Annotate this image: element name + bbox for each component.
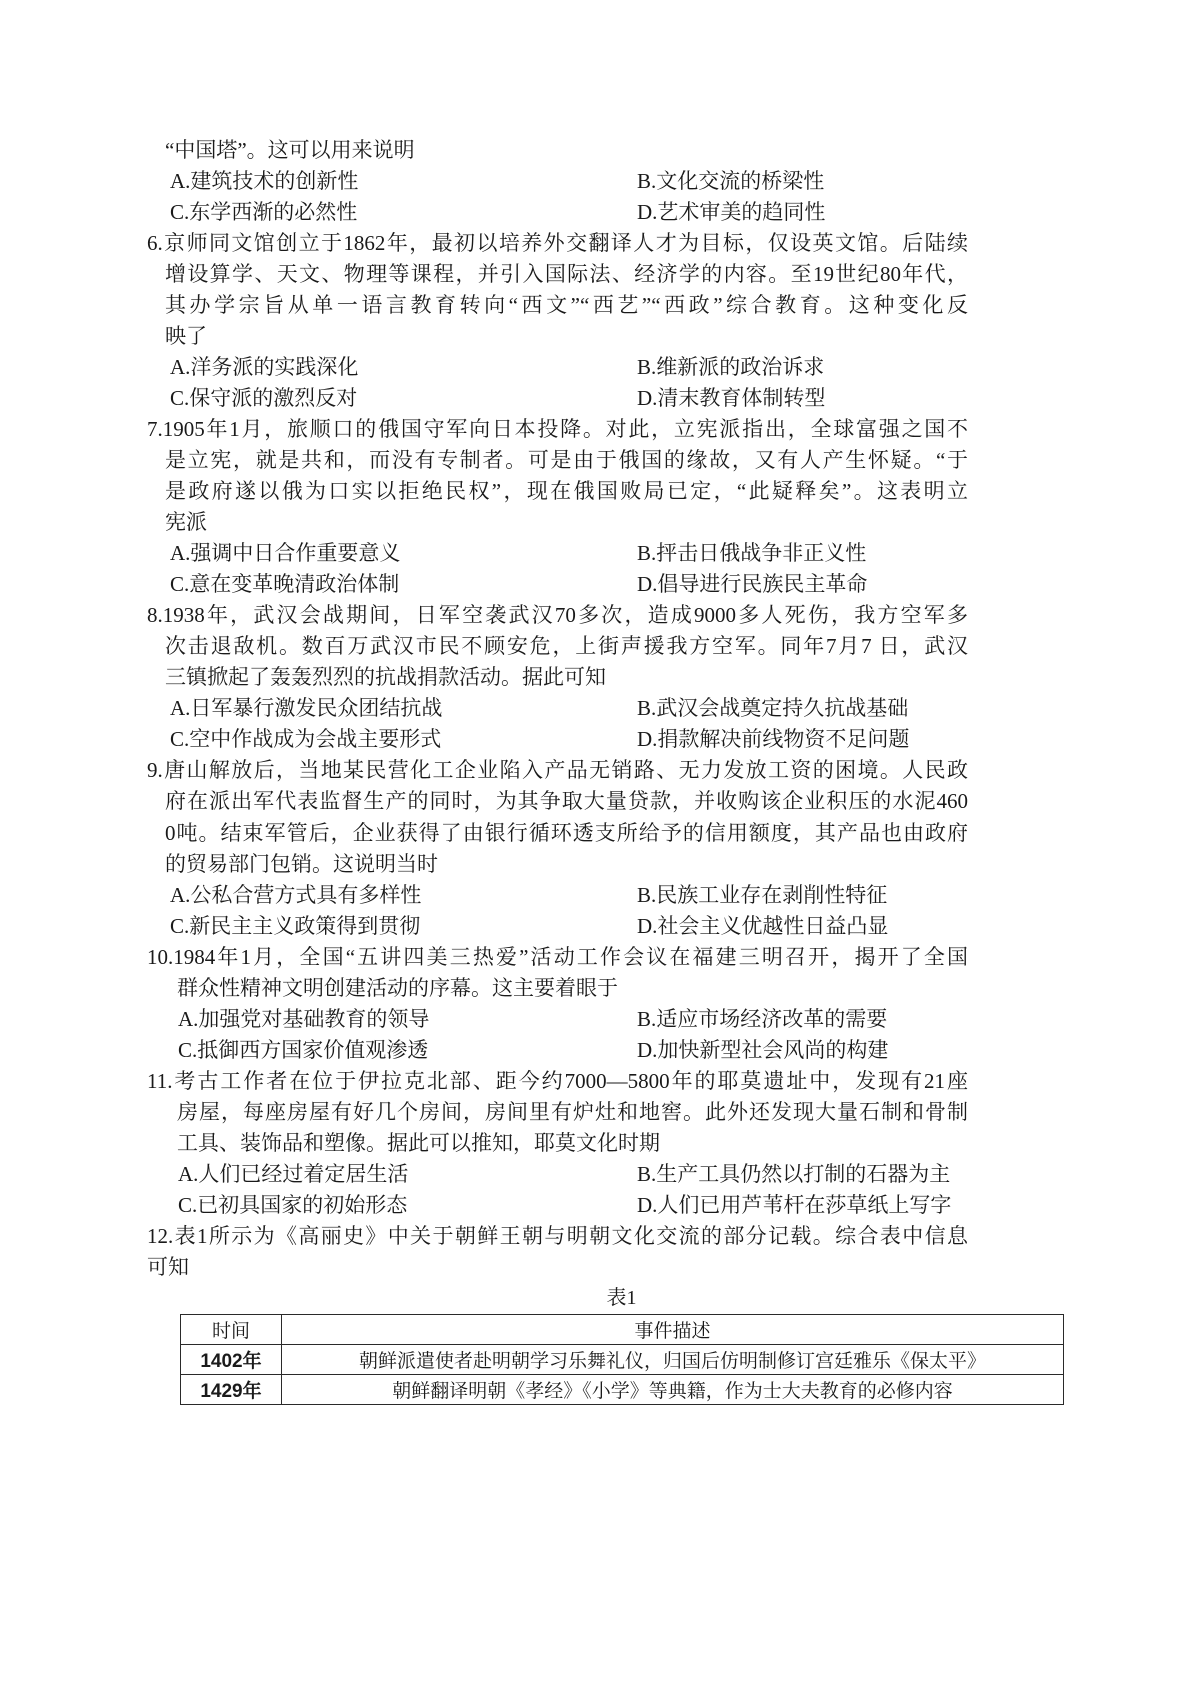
option-text: 日军暴行激发民众团结抗战 [190,696,443,721]
options-row [0,911,1191,942]
option-b [637,880,887,911]
question-number: 11. [147,1068,173,1093]
question-number: 7. [147,416,163,441]
option-label: B. [637,354,657,379]
option-b [637,1159,950,1190]
options-row [0,693,1191,724]
option-label: C. [170,385,190,410]
option-text: 抵御西方国家价值观渗透 [197,1037,429,1062]
option-text: 清末教育体制转型 [657,385,826,410]
question-text: 1905年1月，旅顺口的俄国守军向日本投降。对此，立宪派指出，全球富强之国不 [162,416,968,441]
option-text: 民族工业存在剥削性特征 [656,882,888,907]
question-line: 映了 [165,323,207,348]
option-d [637,569,867,600]
option-b [637,538,866,569]
option-label: A. [170,882,191,907]
option-text: 加快新型社会风尚的构建 [657,1037,889,1062]
table-cell-year: 1429年 [181,1375,282,1405]
question-line: 增设算学、天文、物理等课程，并引入国际法、经济学的内容。至19世纪80年代， [165,261,968,286]
question-12 [0,1221,1191,1283]
option-c [178,1190,407,1221]
option-d [637,1190,951,1221]
option-d [637,383,825,414]
option-text: 人们已经过着定居生活 [198,1162,409,1187]
question-line: 群众性精神文明创建活动的序幕。这主要着眼于 [177,975,618,1000]
question-text: 京师同文馆创立于1862年，最初以培养外交翻译人才为目标，仅设英文馆。后陆续 [162,230,968,255]
table-cell-description: 朝鲜派遣使者赴明朝学习乐舞礼仪，归国后仿明制修订宫廷雅乐《保太平》 [282,1345,1064,1375]
option-label: C. [170,727,190,752]
option-text: 文化交流的桥梁性 [656,168,825,193]
option-label: A. [170,354,191,379]
question-8 [0,600,1191,755]
question-line: 0吨。结束军管后，企业获得了由银行循环透支所给予的信用额度，其产品也由政府 [165,820,968,845]
option-label: C. [178,1193,198,1218]
option-text: 强调中日合作重要意义 [190,541,401,566]
question-6 [0,228,1191,414]
option-text: 保守派的激烈反对 [189,385,358,410]
question-number: 8. [147,603,163,628]
question-first-line [147,600,968,631]
option-d [637,911,888,942]
option-label: A. [178,1006,199,1031]
page-content [0,135,1191,1406]
option-text: 抨击日俄战争非正义性 [656,541,867,566]
question-line: 府在派出军代表监督生产的同时，为其争取大量贷款，并收购该企业积压的水泥460 [165,789,968,814]
option-label: C. [170,572,190,597]
option-text: 东学西渐的必然性 [189,199,358,224]
option-c [170,911,420,942]
option-b [637,1004,887,1035]
option-text: 空中作战成为会战主要形式 [189,727,442,752]
option-c [170,569,399,600]
question-text: 唐山解放后，当地某民营化工企业陷入产品无销路、无力发放工资的困境。人民政 [162,758,968,783]
option-label: D. [637,1037,658,1062]
option-label: D. [637,913,658,938]
option-label: A. [178,1162,199,1187]
question-text: 1938年，武汉会战期间，日军空袭武汉70多次，造成9000多人死伤，我方空军多 [162,603,968,628]
question-line: 房屋，每座房屋有好几个房间，房间里有炉灶和地窖。此外还发现大量石制和骨制 [177,1099,968,1124]
table-caption: 表1 [606,1287,637,1310]
option-text: 意在变革晚清政治体制 [189,572,400,597]
option-label: B. [637,1162,657,1187]
option-text: 洋务派的实践深化 [190,354,359,379]
table-row [181,1375,1064,1405]
option-text: 已初具国家的初始形态 [197,1193,408,1218]
question-line: 是政府遂以俄为口实以拒绝民权”，现在俄国败局已定，“此疑释矣”。这表明立 [165,479,968,504]
question-line: 是立宪，就是共和，而没有专制者。可是由于俄国的缘故，又有人产生怀疑。“于 [165,447,968,472]
options-row [0,1035,1191,1066]
question-text: 表1所示为《高丽史》中关于朝鲜王朝与明朝文化交流的部分记载。综合表中信息 [173,1224,968,1249]
option-label: A. [170,541,191,566]
question-text: 1984年1月，全国“五讲四美三热爱”活动工作会议在福建三明召开，揭开了全国 [173,944,968,969]
option-c [178,1035,428,1066]
option-a [170,880,421,911]
question-5-continuation [0,135,1191,228]
option-text: 生产工具仍然以打制的石器为主 [656,1162,951,1187]
question-first-line [147,1221,968,1252]
question-number: 12. [147,1224,174,1249]
options-row [0,383,1191,414]
question-line: 三镇掀起了轰轰烈烈的抗战捐款活动。据此可知 [165,665,606,690]
option-text: 捐款解决前线物资不足问题 [657,727,910,752]
question-7 [0,414,1191,600]
options-row [0,538,1191,569]
option-d [637,724,909,755]
table-header-description: 事件描述 [282,1315,1064,1345]
table-header-row [181,1315,1064,1345]
question-text: 考古工作者在位于伊拉克北部、距今约7000—5800年的耶莫遗址中，发现有21座 [172,1068,968,1093]
question-first-line [147,942,968,973]
option-a [178,1159,408,1190]
options-row [0,197,1191,228]
table-cell-description: 朝鲜翻译明朝《孝经》《小学》等典籍，作为士大夫教育的必修内容 [282,1375,1064,1405]
question-line: 宪派 [165,510,207,535]
option-text: 社会主义优越性日益凸显 [657,913,889,938]
option-d [637,1035,888,1066]
options-row [0,724,1191,755]
option-text: 适应市场经济改革的需要 [656,1006,888,1031]
option-a [170,538,400,569]
question-number: 6. [147,230,163,255]
option-d [637,197,825,228]
option-label: D. [637,1193,658,1218]
options-row [0,880,1191,911]
events-table [180,1314,1064,1405]
option-text: 新民主主义政策得到贯彻 [189,913,421,938]
option-label: B. [637,1006,657,1031]
table-cell-year: 1402年 [181,1345,282,1375]
option-label: B. [637,168,657,193]
option-text: 公私合营方式具有多样性 [190,882,422,907]
option-label: C. [170,913,190,938]
options-row [0,352,1191,383]
option-text: 艺术审美的趋同性 [657,199,826,224]
option-label: C. [178,1037,198,1062]
question-line: 其办学宗旨从单一语言教育转向“西文”“西艺”“西政”综合教育。这种变化反 [165,292,968,317]
question-first-line [147,755,968,786]
question-number: 9. [147,758,163,783]
option-label: D. [637,572,658,597]
option-text: 维新派的政治诉求 [656,354,825,379]
options-row [0,1004,1191,1035]
option-label: B. [637,882,657,907]
options-row [0,1159,1191,1190]
question-line: 的贸易部门包销。这说明当时 [165,851,438,876]
question-first-line [147,414,968,445]
option-label: A. [170,696,191,721]
question-line: “中国塔”。这可以用来说明 [165,137,415,162]
option-label: D. [637,199,658,224]
options-row [0,569,1191,600]
question-first-line [147,1066,968,1097]
table-header-time: 时间 [181,1315,282,1345]
question-number: 10. [147,944,174,969]
option-b [637,352,824,383]
options-row [0,1190,1191,1221]
question-10 [0,942,1191,1066]
option-text: 人们已用芦苇杆在莎草纸上写字 [657,1193,952,1218]
option-b [637,693,908,724]
option-text: 武汉会战奠定持久抗战基础 [656,696,909,721]
option-a [178,1004,429,1035]
option-label: D. [637,385,658,410]
option-text: 倡导进行民族民主革命 [657,572,868,597]
option-c [170,383,357,414]
option-a [170,352,358,383]
option-text: 加强党对基础教育的领导 [198,1006,430,1031]
question-9 [0,755,1191,941]
option-a [170,166,358,197]
table-row [181,1345,1064,1375]
option-label: B. [637,696,657,721]
option-label: C. [170,199,190,224]
question-first-line [147,228,968,259]
option-c [170,724,441,755]
option-label: B. [637,541,657,566]
option-c [170,197,357,228]
option-label: A. [170,168,191,193]
option-label: D. [637,727,658,752]
option-a [170,693,442,724]
option-b [637,166,824,197]
question-line: 次击退敌机。数百万武汉市民不顾安危，上街声援我方空军。同年7月7 日，武汉 [165,634,968,659]
options-row [0,166,1191,197]
question-11 [0,1066,1191,1221]
option-text: 建筑技术的创新性 [190,168,359,193]
question-line: 工具、装饰品和塑像。据此可以推知，耶莫文化时期 [177,1131,660,1155]
question-line: 可知 [147,1255,189,1280]
